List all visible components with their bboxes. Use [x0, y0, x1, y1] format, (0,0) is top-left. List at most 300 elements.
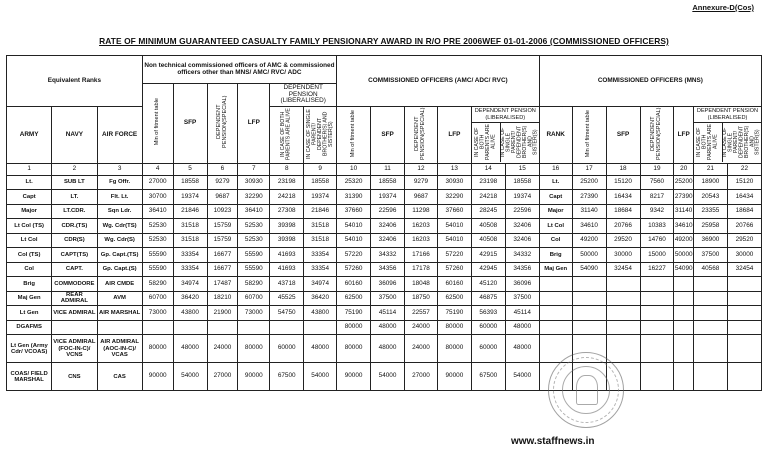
mns-value: [572, 277, 606, 292]
army-rank: Maj Gen: [7, 291, 52, 306]
col-number: 11: [371, 163, 405, 175]
hdr-both-parents-a: IN CASE OF BOTH PARENTS ARE ALIVE: [270, 107, 304, 164]
army-rank: Col (TS): [7, 248, 52, 263]
mns-rank: Major: [539, 204, 572, 219]
amc-value: 18558: [505, 175, 539, 190]
amc-value: 24000: [405, 320, 438, 335]
col-number: 4: [142, 163, 173, 175]
nontech-value: [142, 320, 173, 335]
nontech-value: 33354: [304, 262, 337, 277]
nontech-value: 41693: [270, 262, 304, 277]
col-number: 10: [337, 163, 371, 175]
airforce-rank: Gp. Capt.(S): [97, 262, 142, 277]
nontech-value: 33354: [173, 262, 207, 277]
hdr-dep-lib-c-wrap: [693, 107, 761, 164]
nontech-value: 73000: [238, 306, 270, 321]
amc-value: 62500: [437, 291, 471, 306]
mns-value: [727, 291, 761, 306]
nontech-value: 54750: [270, 306, 304, 321]
mns-value: 32454: [727, 262, 761, 277]
hdr-single-parent-b: IN CASE OF SINGLE PARENT/ DEPENDENT BROTHER(S) AND SISTER(S): [499, 126, 539, 159]
col-number: 5: [173, 163, 207, 175]
group-nontech: Non technical commissioned officers of AMC & commissioned officers other than MNS/ AMC/ RVC/ ADC: [142, 56, 336, 84]
nontech-value: 73000: [142, 306, 173, 321]
nontech-value: 10923: [207, 204, 238, 219]
mns-value: 34610: [674, 219, 694, 234]
mns-value: 54090: [674, 262, 694, 277]
col-number: 21: [693, 163, 727, 175]
nontech-value: 19374: [304, 190, 337, 205]
col-number: 19: [640, 163, 674, 175]
mns-value: [674, 363, 694, 391]
mns-value: [640, 291, 674, 306]
amc-value: 25320: [337, 175, 371, 190]
table-row: [7, 175, 762, 190]
amc-value: 27000: [405, 363, 438, 391]
table-row: [7, 248, 762, 263]
nontech-value: 48000: [173, 335, 207, 363]
nontech-value: 58290: [238, 277, 270, 292]
nontech-value: 30930: [238, 175, 270, 190]
amc-value: 60000: [471, 335, 505, 363]
mns-value: 10383: [640, 219, 674, 234]
amc-value: 45120: [471, 277, 505, 292]
nontech-value: 32290: [238, 190, 270, 205]
mns-value: [693, 335, 727, 363]
amc-value: 22596: [505, 204, 539, 219]
mns-value: 32454: [606, 262, 640, 277]
amc-value: 32406: [505, 219, 539, 234]
amc-value: 22596: [371, 204, 405, 219]
mns-rank: [539, 277, 572, 292]
nontech-value: 33354: [304, 248, 337, 263]
mns-value: 15120: [727, 175, 761, 190]
mns-value: 49200: [674, 233, 694, 248]
mns-value: [606, 320, 640, 335]
nontech-value: 90000: [142, 363, 173, 391]
mns-value: 20766: [727, 219, 761, 234]
amc-value: 80000: [437, 335, 471, 363]
mns-value: 34610: [572, 219, 606, 234]
mns-value: [693, 306, 727, 321]
nontech-value: 18558: [304, 175, 337, 190]
nontech-value: 55590: [142, 262, 173, 277]
navy-rank: CDR(S): [52, 233, 97, 248]
nontech-value: 9279: [207, 175, 238, 190]
amc-value: 90000: [337, 363, 371, 391]
airforce-rank: [97, 320, 142, 335]
mns-value: 23355: [693, 204, 727, 219]
table-row: [7, 233, 762, 248]
mns-value: [693, 320, 727, 335]
amc-value: 16203: [405, 219, 438, 234]
nontech-value: 55590: [142, 248, 173, 263]
mns-value: [606, 291, 640, 306]
mns-value: [693, 291, 727, 306]
nontech-value: 60700: [142, 291, 173, 306]
amc-value: 54000: [505, 363, 539, 391]
amc-value: 80000: [437, 320, 471, 335]
army-rank: Major: [7, 204, 52, 219]
mns-value: [640, 335, 674, 363]
mns-rank: Maj Gen: [539, 262, 572, 277]
amc-value: 75190: [337, 306, 371, 321]
amc-value: 9279: [405, 175, 438, 190]
column-number-row: [7, 163, 762, 175]
mns-value: 8217: [640, 190, 674, 205]
mns-value: [640, 320, 674, 335]
mns-rank: [539, 320, 572, 335]
mns-value: [640, 306, 674, 321]
nontech-value: 36420: [304, 291, 337, 306]
mns-rank: [539, 306, 572, 321]
group-amc: COMMISSIONED OFFICERS (AMC/ ADC/ RVC): [337, 56, 540, 107]
airforce-rank: CAS: [97, 363, 142, 391]
mns-value: 49200: [572, 233, 606, 248]
nontech-value: 52530: [142, 219, 173, 234]
amc-value: 22557: [405, 306, 438, 321]
amc-value: 62500: [337, 291, 371, 306]
mns-rank: Brig: [539, 248, 572, 263]
amc-value: 48000: [371, 320, 405, 335]
navy-rank: CNS: [52, 363, 97, 391]
nontech-value: [304, 320, 337, 335]
navy-rank: LT.: [52, 190, 97, 205]
table-row: [7, 262, 762, 277]
navy-rank: CAPT.: [52, 262, 97, 277]
army-rank: Capt: [7, 190, 52, 205]
airforce-rank: Wg. Cdr(TS): [97, 219, 142, 234]
nontech-value: 43718: [270, 277, 304, 292]
hdr-min-fitment-b: Min of fitment table: [337, 107, 371, 164]
amc-value: 32406: [371, 233, 405, 248]
table-row: [7, 204, 762, 219]
amc-value: 54010: [437, 233, 471, 248]
amc-value: 40508: [471, 233, 505, 248]
nontech-value: 21846: [304, 204, 337, 219]
navy-rank: COMMODORE: [52, 277, 97, 292]
nontech-value: [270, 320, 304, 335]
mns-value: 14760: [640, 233, 674, 248]
amc-value: 90000: [437, 363, 471, 391]
mns-value: 29520: [727, 233, 761, 248]
amc-value: 16203: [405, 233, 438, 248]
nontech-value: 55590: [238, 262, 270, 277]
navy-rank: VICE ADMIRAL: [52, 306, 97, 321]
army-rank: COAS/ FIELD MARSHAL: [7, 363, 52, 391]
amc-value: 31390: [337, 190, 371, 205]
nontech-value: 18558: [173, 175, 207, 190]
hdr-single-parent-c: IN CASE OF SINGLE PARENT/ DEPENDENT BROTHER(S) AND SISTER(S): [721, 126, 761, 159]
nontech-value: 31518: [173, 219, 207, 234]
nontech-value: 16677: [207, 262, 238, 277]
amc-value: 24218: [471, 190, 505, 205]
col-number: 18: [606, 163, 640, 175]
amc-value: 45114: [371, 306, 405, 321]
nontech-value: 19374: [173, 190, 207, 205]
mns-value: [674, 306, 694, 321]
amc-value: 17166: [405, 248, 438, 263]
amc-value: 36096: [371, 277, 405, 292]
mns-value: 7560: [640, 175, 674, 190]
hdr-min-fitment-a: Min of fitment table: [142, 84, 173, 164]
mns-value: 18684: [606, 204, 640, 219]
nontech-value: 58290: [142, 277, 173, 292]
mns-value: [727, 335, 761, 363]
nontech-value: 52530: [238, 233, 270, 248]
table-row: [7, 363, 762, 391]
mns-value: [727, 320, 761, 335]
nontech-value: 43800: [304, 306, 337, 321]
mns-value: 29520: [606, 233, 640, 248]
mns-value: [606, 335, 640, 363]
army-rank: Lt Col (TS): [7, 219, 52, 234]
amc-value: 37660: [437, 204, 471, 219]
mns-value: 16434: [727, 190, 761, 205]
airforce-rank: Sqn Ldr.: [97, 204, 142, 219]
amc-value: 18048: [405, 277, 438, 292]
nontech-value: 21900: [207, 306, 238, 321]
mns-value: 27390: [674, 190, 694, 205]
amc-value: 48000: [505, 335, 539, 363]
amc-value: 24000: [405, 335, 438, 363]
nontech-value: 39398: [270, 219, 304, 234]
col-number: 9: [304, 163, 337, 175]
amc-value: 18558: [371, 175, 405, 190]
army-rank: Lt Col: [7, 233, 52, 248]
amc-value: 54010: [337, 233, 371, 248]
hdr-both-parents-c: IN CASE OF BOTH PARENTS ARE ALIVE: [694, 123, 723, 162]
nontech-value: 17487: [207, 277, 238, 292]
hdr-lfp-a: LFP: [238, 84, 270, 164]
hdr-dep-lib-a: DEPENDENT PENSION (LIBERALISED): [270, 84, 337, 107]
mns-value: 25200: [674, 175, 694, 190]
col-number: 8: [270, 163, 304, 175]
official-seal: [548, 352, 624, 428]
hdr-min-fitment-c: Min of fitment table: [572, 107, 606, 164]
navy-rank: LT.CDR.: [52, 204, 97, 219]
nontech-value: 24000: [207, 335, 238, 363]
hdr-army: ARMY: [7, 107, 52, 164]
nontech-value: 30700: [142, 190, 173, 205]
amc-value: 60160: [437, 277, 471, 292]
hdr-dep-special-c: DEPENDENT PENSION(SPECIAL): [640, 107, 674, 164]
nontech-value: 33354: [173, 248, 207, 263]
mns-value: [572, 306, 606, 321]
amc-value: 54000: [371, 363, 405, 391]
col-number: 17: [572, 163, 606, 175]
amc-value: 32406: [371, 219, 405, 234]
nontech-value: [173, 320, 207, 335]
nontech-value: 9687: [207, 190, 238, 205]
mns-value: 37500: [693, 248, 727, 263]
mns-value: [640, 277, 674, 292]
amc-value: 42915: [471, 248, 505, 263]
mns-value: 31140: [674, 204, 694, 219]
mns-rank: Lt.: [539, 175, 572, 190]
hdr-sfp-b: SFP: [371, 107, 405, 164]
nontech-value: 60000: [270, 335, 304, 363]
airforce-rank: AIR MARSHAL: [97, 306, 142, 321]
army-rank: Lt.: [7, 175, 52, 190]
airforce-rank: AIR CMDE: [97, 277, 142, 292]
mns-value: [727, 306, 761, 321]
nontech-value: 55590: [238, 248, 270, 263]
col-number: 13: [437, 163, 471, 175]
amc-value: 19374: [505, 190, 539, 205]
amc-value: 57220: [337, 248, 371, 263]
mns-value: 30000: [727, 248, 761, 263]
hdr-dep-special-b: DEPENDENT PENSION(SPECIAL): [405, 107, 438, 164]
mns-value: 15000: [640, 248, 674, 263]
amc-value: 37500: [371, 291, 405, 306]
army-rank: DGAFMS: [7, 320, 52, 335]
mns-value: [727, 277, 761, 292]
nontech-value: [207, 320, 238, 335]
nontech-value: 60700: [238, 291, 270, 306]
nontech-value: 16677: [207, 248, 238, 263]
nontech-value: 21846: [173, 204, 207, 219]
mns-rank: Capt: [539, 190, 572, 205]
website-footer: www.staffnews.in: [511, 436, 595, 447]
mns-value: 54090: [572, 262, 606, 277]
hdr-rank-mns: RANK: [539, 107, 572, 164]
amc-value: 48000: [505, 320, 539, 335]
amc-value: 57260: [337, 262, 371, 277]
table-row: [7, 190, 762, 205]
nontech-value: 15759: [207, 219, 238, 234]
army-rank: Brig: [7, 277, 52, 292]
pension-table: [6, 55, 762, 391]
amc-value: 18750: [405, 291, 438, 306]
amc-value: 36096: [505, 277, 539, 292]
col-number: 3: [97, 163, 142, 175]
col-number: 12: [405, 163, 438, 175]
col-number: 22: [727, 163, 761, 175]
mns-value: [693, 363, 727, 391]
navy-rank: SUB LT: [52, 175, 97, 190]
hdr-sfp-c: SFP: [606, 107, 640, 164]
nontech-value: 31518: [304, 219, 337, 234]
nontech-value: 48000: [304, 335, 337, 363]
hdr-dep-special-a: DEPENDENT PENSION(SPECIAL): [207, 84, 238, 164]
mns-value: [727, 363, 761, 391]
nontech-value: 34974: [173, 277, 207, 292]
table-row: [7, 335, 762, 363]
annexure-label: Annexure-D(Cos): [692, 3, 754, 12]
mns-value: 20543: [693, 190, 727, 205]
amc-value: 28245: [471, 204, 505, 219]
nontech-value: 23198: [270, 175, 304, 190]
amc-value: 30930: [437, 175, 471, 190]
hdr-sfp-a: SFP: [173, 84, 207, 164]
amc-value: 56393: [471, 306, 505, 321]
page-title: RATE OF MINIMUM GUARANTEED CASUALTY FAMILY PENSIONARY AWARD IN R/O PRE 2006WEF 01-01-2006 (COMMISSIONED OFFICERS): [99, 36, 669, 46]
amc-value: 19374: [371, 190, 405, 205]
nontech-value: 90000: [238, 363, 270, 391]
amc-value: 34332: [505, 248, 539, 263]
amc-value: 60160: [337, 277, 371, 292]
col-number: 14: [471, 163, 505, 175]
hdr-dep-lib-c: DEPENDENT PENSION (LIBERALISED): [694, 108, 761, 123]
mns-value: 18900: [693, 175, 727, 190]
navy-rank: CDR.(TS): [52, 219, 97, 234]
mns-value: [674, 335, 694, 363]
amc-value: 67500: [471, 363, 505, 391]
group-equivalent-ranks: Equivalent Ranks: [7, 56, 143, 107]
nontech-value: 39398: [270, 233, 304, 248]
col-number: 16: [539, 163, 572, 175]
mns-value: 16434: [606, 190, 640, 205]
mns-value: 15120: [606, 175, 640, 190]
nontech-value: 18210: [207, 291, 238, 306]
mns-value: [674, 277, 694, 292]
hdr-airforce: AIR FORCE: [97, 107, 142, 164]
navy-rank: CAPT(TS): [52, 248, 97, 263]
amc-value: 57220: [437, 248, 471, 263]
nontech-value: 27308: [270, 204, 304, 219]
mns-value: 20766: [606, 219, 640, 234]
amc-value: 11298: [405, 204, 438, 219]
mns-value: 16227: [640, 262, 674, 277]
nontech-value: 36420: [173, 291, 207, 306]
amc-value: 34332: [371, 248, 405, 263]
airforce-rank: Fg Offr.: [97, 175, 142, 190]
table-row: [7, 219, 762, 234]
amc-value: 48000: [371, 335, 405, 363]
airforce-rank: Wg. Cdr(S): [97, 233, 142, 248]
amc-value: 42945: [471, 262, 505, 277]
nontech-value: 31518: [304, 233, 337, 248]
table-row: [7, 306, 762, 321]
mns-value: [606, 277, 640, 292]
mns-value: 25958: [693, 219, 727, 234]
nontech-value: 41693: [270, 248, 304, 263]
nontech-value: 52530: [238, 219, 270, 234]
group-mns: COMMISSIONED OFFICERS (MNS): [539, 56, 761, 107]
amc-value: 23198: [471, 175, 505, 190]
nontech-value: 34974: [304, 277, 337, 292]
nontech-value: 45525: [270, 291, 304, 306]
mns-value: [572, 291, 606, 306]
hdr-navy: NAVY: [52, 107, 97, 164]
hdr-lfp-b: LFP: [437, 107, 471, 164]
col-number: 7: [238, 163, 270, 175]
nontech-value: [238, 320, 270, 335]
nontech-value: 15759: [207, 233, 238, 248]
mns-value: 18684: [727, 204, 761, 219]
airforce-rank: AIR ADMIRAL (AOC-IN-C)/ VCAS: [97, 335, 142, 363]
nontech-value: 36410: [238, 204, 270, 219]
nontech-value: 27000: [207, 363, 238, 391]
amc-value: 46875: [471, 291, 505, 306]
army-rank: Lt Gen: [7, 306, 52, 321]
col-number: 1: [7, 163, 52, 175]
mns-value: [640, 363, 674, 391]
col-number: 15: [505, 163, 539, 175]
amc-value: 45114: [505, 306, 539, 321]
mns-value: 9342: [640, 204, 674, 219]
amc-value: 40508: [471, 219, 505, 234]
airforce-rank: Gp. Capt.(TS): [97, 248, 142, 263]
amc-value: 60000: [471, 320, 505, 335]
amc-value: 54010: [437, 219, 471, 234]
amc-value: 37660: [337, 204, 371, 219]
table-row: [7, 277, 762, 292]
army-rank: Col: [7, 262, 52, 277]
hdr-dep-lib-b: DEPENDENT PENSION (LIBERALISED): [472, 108, 539, 123]
amc-value: 37500: [505, 291, 539, 306]
